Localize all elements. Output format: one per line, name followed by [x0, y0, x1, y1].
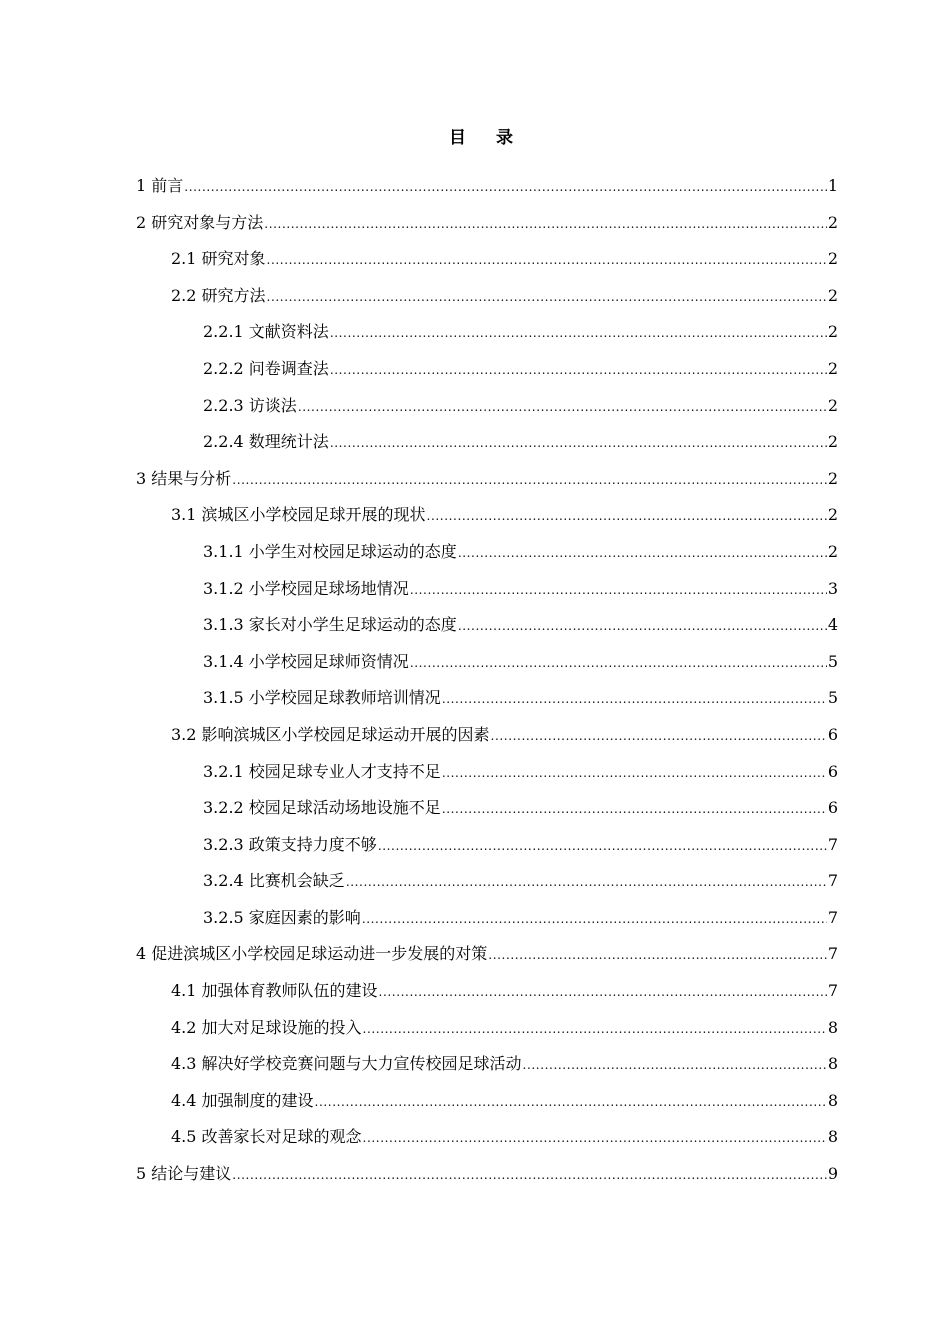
toc-entry-label: 3.2.4 比赛机会缺乏: [203, 871, 345, 891]
toc-entry[interactable]: [136, 1123, 838, 1160]
toc-entry-label: 3.1.2 小学校园足球场地情况: [203, 578, 409, 598]
toc-entry-label: 2.1 研究对象: [171, 249, 266, 269]
toc-dot-leader: [442, 795, 827, 823]
toc-entry-label: 3.1.1 小学生对校园足球运动的态度: [203, 541, 457, 561]
toc-dot-leader: [442, 685, 827, 713]
toc-page-number: 6: [827, 798, 838, 818]
toc-page-number: 2: [827, 358, 838, 378]
toc-dot-leader: [458, 539, 827, 567]
toc-dot-leader: [363, 1015, 827, 1043]
toc-dot-leader: [298, 393, 827, 421]
toc-entry-label: 4.3 解决好学校竞赛问题与大力宣传校园足球活动: [171, 1054, 522, 1074]
toc-page-number: 4: [827, 615, 838, 635]
toc-entry[interactable]: [136, 1050, 838, 1087]
toc-dot-leader: [491, 722, 827, 750]
toc-entry-label: 4.2 加大对足球设施的投入: [171, 1017, 362, 1037]
toc-entry[interactable]: [136, 1160, 838, 1197]
toc-entry[interactable]: [136, 904, 838, 941]
toc-entry-label: 2.2.3 访谈法: [203, 395, 297, 415]
toc-entry-label: 3.2.1 校园足球专业人才支持不足: [203, 761, 441, 781]
toc-dot-leader: [362, 905, 827, 933]
toc-page-number: 2: [827, 541, 838, 561]
toc-entry-label: 3.2.2 校园足球活动场地设施不足: [203, 798, 441, 818]
toc-entry[interactable]: [136, 501, 838, 538]
toc-dot-leader: [363, 1124, 827, 1152]
toc-page-number: 7: [827, 944, 838, 964]
toc-dot-leader: [330, 429, 827, 457]
toc-dot-leader: [523, 1051, 827, 1079]
toc-entry[interactable]: [136, 1014, 838, 1051]
toc-entry-label: 4 促进滨城区小学校园足球运动进一步发展的对策: [136, 944, 488, 964]
toc-page-number: 2: [827, 322, 838, 342]
toc-entry[interactable]: [136, 538, 838, 575]
toc-page-number: 5: [827, 651, 838, 671]
toc-page-number: 2: [827, 212, 838, 232]
toc-page-number: 1: [827, 176, 838, 195]
toc-page-number: 6: [827, 761, 838, 781]
toc-entry[interactable]: [136, 245, 838, 282]
toc-entry-label: 3.1 滨城区小学校园足球开展的现状: [171, 505, 426, 525]
toc-dot-leader: [442, 759, 827, 787]
toc-page-number: 8: [827, 1054, 838, 1074]
toc-entry[interactable]: [136, 721, 838, 758]
toc-entry-label: 3 结果与分析: [136, 468, 232, 488]
toc-entry[interactable]: [136, 611, 838, 648]
toc-entry[interactable]: [136, 758, 838, 795]
toc-page-number: 8: [827, 1127, 838, 1147]
toc-entry-label: 3.1.3 家长对小学生足球运动的态度: [203, 615, 457, 635]
toc-entry[interactable]: [136, 794, 838, 831]
toc-entry[interactable]: [136, 282, 838, 319]
toc-entry[interactable]: [136, 209, 838, 246]
toc-entry[interactable]: [136, 1087, 838, 1124]
toc-entry-label: 3.2.3 政策支持力度不够: [203, 834, 377, 854]
toc-entry[interactable]: [136, 977, 838, 1014]
toc-page-number: 5: [827, 688, 838, 708]
toc-entry[interactable]: [136, 940, 838, 977]
toc-page-number: 9: [827, 1164, 838, 1184]
toc-dot-leader: [184, 173, 827, 201]
toc-entry[interactable]: [136, 648, 838, 685]
toc-dot-leader: [346, 868, 827, 896]
toc-entry[interactable]: [136, 867, 838, 904]
toc-page-number: 2: [827, 432, 838, 452]
toc-entry-label: 4.4 加强制度的建设: [171, 1090, 314, 1110]
toc-entry-label: 3.1.4 小学校园足球师资情况: [203, 651, 409, 671]
toc-dot-leader: [330, 319, 827, 347]
toc-entry[interactable]: [136, 428, 838, 465]
toc-page-number: 8: [827, 1017, 838, 1037]
toc-page-number: 6: [827, 724, 838, 744]
toc-page-number: 2: [827, 505, 838, 525]
toc-entry[interactable]: [136, 318, 838, 355]
toc-entry[interactable]: [136, 575, 838, 612]
toc-dot-leader: [427, 502, 827, 530]
toc-entry-label: 3.1.5 小学校园足球教师培训情况: [203, 688, 441, 708]
toc-entry[interactable]: [136, 355, 838, 392]
toc-dot-leader: [232, 1161, 827, 1189]
toc-entry-label: 2 研究对象与方法: [136, 212, 264, 232]
toc-entry[interactable]: [136, 392, 838, 429]
toc-page-number: 7: [827, 981, 838, 1001]
toc-page-number: 7: [827, 907, 838, 927]
table-of-contents: [136, 172, 838, 1197]
toc-page-number: 2: [827, 395, 838, 415]
toc-dot-leader: [267, 283, 827, 311]
toc-entry-label: 2.2.1 文献资料法: [203, 322, 329, 342]
toc-dot-leader: [264, 210, 827, 238]
toc-title: 目 录: [449, 128, 525, 148]
toc-dot-leader: [488, 941, 827, 969]
toc-dot-leader: [232, 466, 827, 494]
toc-page-number: 3: [827, 578, 838, 598]
toc-page-number: 7: [827, 834, 838, 854]
toc-entry-label: 5 结论与建议: [136, 1164, 232, 1184]
toc-page-number: 2: [827, 249, 838, 269]
toc-entry-label: 2.2.4 数理统计法: [203, 432, 329, 452]
toc-entry[interactable]: [136, 172, 838, 209]
toc-dot-leader: [378, 832, 827, 860]
toc-dot-leader: [410, 649, 827, 677]
toc-entry-label: 3.2.5 家庭因素的影响: [203, 907, 361, 927]
toc-entry[interactable]: [136, 831, 838, 868]
toc-entry[interactable]: [136, 465, 838, 502]
toc-entry-label: 1 前言: [136, 176, 184, 195]
toc-entry[interactable]: [136, 684, 838, 721]
toc-entry-label: 2.2.2 问卷调查法: [203, 358, 329, 378]
toc-entry-label: 4.1 加强体育教师队伍的建设: [171, 981, 378, 1001]
toc-dot-leader: [315, 1088, 827, 1116]
toc-entry-label: 2.2 研究方法: [171, 285, 266, 305]
toc-dot-leader: [379, 978, 827, 1006]
toc-page-number: 2: [827, 285, 838, 305]
toc-page-number: 7: [827, 871, 838, 891]
toc-dot-leader: [330, 356, 827, 384]
toc-entry-label: 3.2 影响滨城区小学校园足球运动开展的因素: [171, 724, 490, 744]
toc-page-number: 2: [827, 468, 838, 488]
toc-dot-leader: [410, 576, 827, 604]
toc-dot-leader: [267, 246, 827, 274]
toc-entry-label: 4.5 改善家长对足球的观念: [171, 1127, 362, 1147]
toc-page-number: 8: [827, 1090, 838, 1110]
toc-dot-leader: [458, 612, 827, 640]
